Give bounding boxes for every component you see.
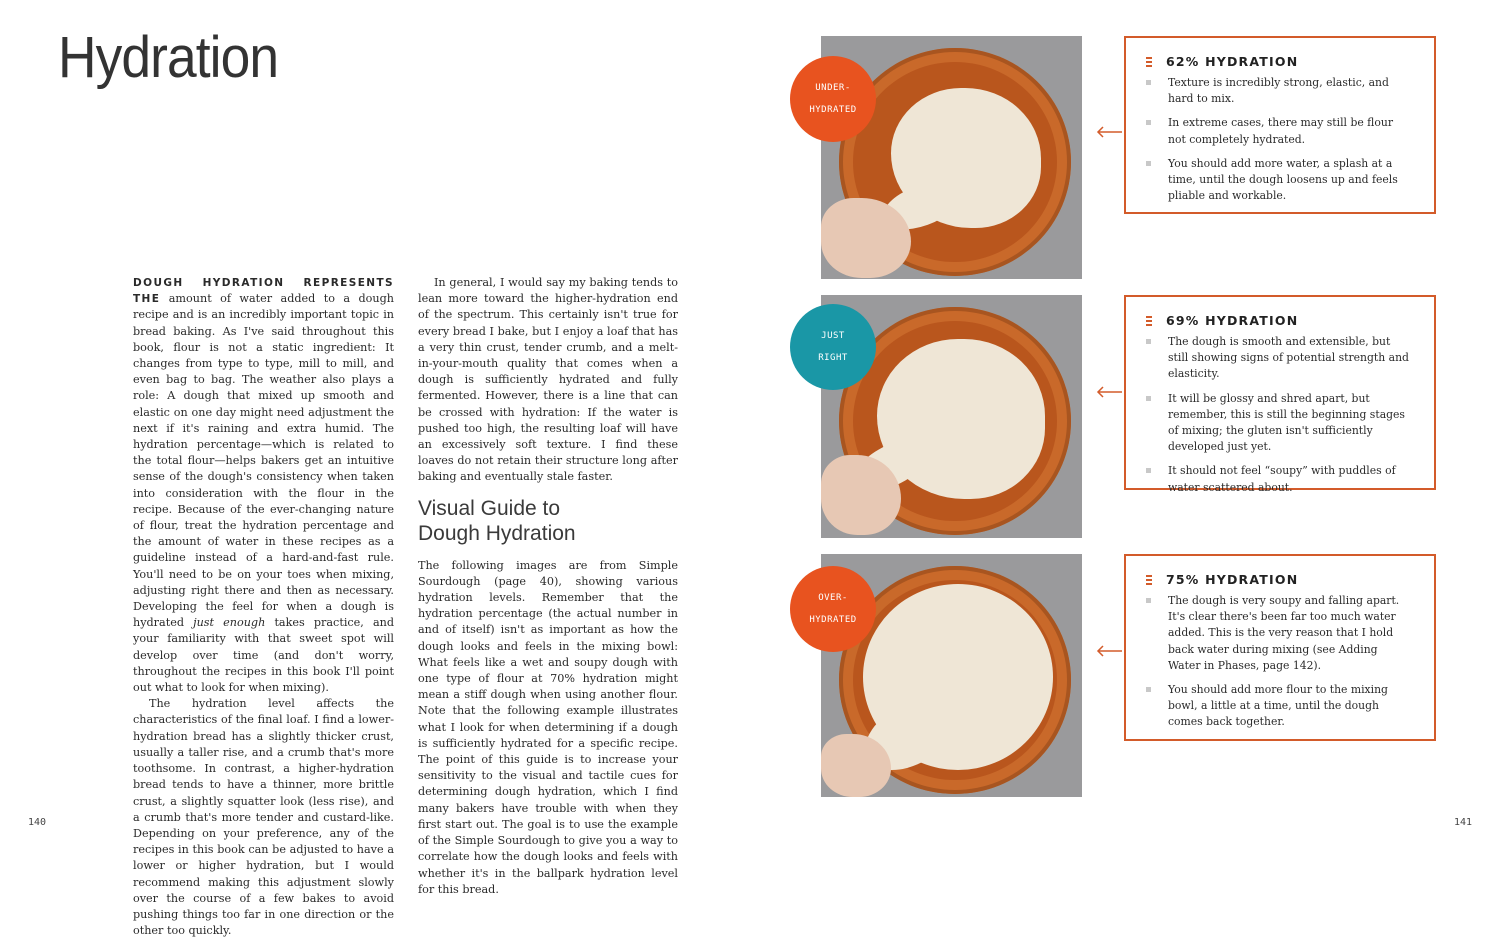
list-icon — [1146, 314, 1152, 328]
list-icon — [1146, 573, 1152, 587]
body-column-2 — [418, 275, 678, 898]
bullet-text: You should add more water, a splash at a time, until the dough loosens up and feels pliable and workable. — [1168, 156, 1398, 203]
hydration-card-62 — [1124, 36, 1436, 214]
card-bullet-list — [1146, 334, 1412, 496]
page-number-right: 141 — [1454, 817, 1473, 828]
list-item — [1146, 75, 1412, 107]
card-heading-text: 69% HYDRATION — [1166, 313, 1299, 328]
badge-label-line: RIGHT — [818, 352, 848, 363]
card-heading-text: 62% HYDRATION — [1166, 54, 1299, 69]
section-heading-line: Dough Hydration — [418, 521, 576, 545]
card-heading-text: 75% HYDRATION — [1166, 572, 1299, 587]
list-icon — [1146, 55, 1152, 69]
section-heading — [418, 496, 678, 546]
paragraph: In general, I would say my baking tends to lean more toward the higher-hydration end of the spectrum. This certainly isn't true for every bread I bake, but I enjoy a loaf that has a very thin crust, tender crumb, and a melt-in-your-mouth quality that comes when a dough is sufficiently hydrated and fully fermented. However, there is a line that can be crossed with hydration: If the water is pushed too high, the resulting loaf will have an excessively soft texture. I find these loaves do not retain their structure long after baking and eventually stale faster. — [418, 276, 678, 484]
badge-just-right — [790, 304, 876, 390]
card-bullet-list — [1146, 593, 1412, 731]
page-title: Hydration — [58, 25, 279, 90]
badge-label-line: OVER- — [818, 592, 848, 603]
list-item — [1146, 156, 1412, 205]
list-item — [1146, 334, 1412, 383]
hydration-card-75 — [1124, 554, 1436, 741]
badge-under-hydrated — [790, 56, 876, 142]
list-item — [1146, 115, 1412, 147]
arrow-left-icon — [1096, 126, 1122, 138]
bullet-text: The dough is smooth and extensible, but still showing signs of potential strength and elasticity. — [1168, 335, 1409, 381]
list-item — [1146, 593, 1412, 674]
card-heading — [1146, 572, 1412, 587]
badge-over-hydrated — [790, 566, 876, 652]
paragraph: The following images are from Simple Sourdough (page 40), showing various hydration levels. Remember that the hydration percentage (the actual number in and of itself) isn't as important as how the dough looks and feels in the mixing bowl: What feels like a wet and soupy dough with one type of flour at 70% hydration might mean a stiff dough when using another flour. Note that the following example illustrates what I look for when determining if a dough is sufficiently hydrated for a specific recipe. The point of this guide is to increase your sensitivity to the visual and tactile cues for determining dough hydration, which I find many bakers have trouble with when they first start out. The goal is to use the example of the Simple Sourdough to give you a way to correlate how the dough looks and feels with whether it's in the ballpark hydration level for this bread. — [418, 558, 678, 896]
paragraph: The hydration level affects the characteristics of the final loaf. I find a lower-hydration bread has a slightly thicker crust, usually a taller rise, and a crumb that's more toothsome. In contrast, a higher-hydration bread tends to have a thinner, more brittle crust, a slightly squatter look (less rise), and a crumb that's more tender and custard-like. Depending on your preference, any of the recipes in this book can be adjusted to have a lower or higher hydration, but I would recommend making this adjustment slowly over the course of a few bakes to avoid pushing things too far in one direction or the other too quickly. — [133, 697, 394, 938]
badge-label-line: UNDER- — [815, 82, 851, 93]
bullet-text: You should add more flour to the mixing bowl, a little at a time, until the dough comes back together. — [1168, 683, 1388, 729]
bullet-text: Texture is incredibly strong, elastic, and hard to mix. — [1168, 76, 1389, 106]
section-heading-line: Visual Guide to — [418, 496, 561, 520]
card-bullet-list — [1146, 75, 1412, 204]
arrow-left-icon — [1096, 386, 1122, 398]
list-item — [1146, 391, 1412, 456]
bullet-text: In extreme cases, there may still be flour not completely hydrated. — [1168, 116, 1393, 146]
body-column-1 — [133, 275, 394, 939]
paragraph-text: amount of water added to a dough recipe and is an incredibly important topic in bread baking. As I've said throughout this book, flour is not a static ingredient: It changes from type to type, mill to mill, and even bag to bag. The weather also plays a role: A dough that mixed up smooth and elastic on one day might need adjustment the next if it's raining and extra humid. The hydration percentage—which is related to the total flour—helps bakers get an intuitive sense of the dough's consistency when taken into consideration with the flour in the recipe. Because of the ever-changing nature of flour, treat the hydration percentage and the amount of water in these recipes as a guideline instead of a hard-and-fast rule. You'll need to be on your toes when mixing, adjusting right there and then as necessary. Developing the feel for when a dough is hydrated — [133, 292, 394, 630]
lead-in: DOUGH HYDRATION REPRESENTS THE — [133, 277, 394, 306]
badge-label-line: HYDRATED — [809, 614, 857, 625]
arrow-left-icon — [1096, 645, 1122, 657]
bullet-text: It should not feel “soupy” with puddles of water scattered about. — [1168, 464, 1396, 494]
intro-paragraph — [133, 275, 394, 696]
list-item — [1146, 682, 1412, 731]
bullet-text: The dough is very soupy and falling apart. It's clear there's been far too much water added. This is the very reason that I hold back water during mixing (see Adding Water in Phases, page 142). — [1168, 594, 1400, 672]
paragraph-text: takes practice, and your familiarity with that sweet spot will develop over time (and don't worry, throughout the recipes in this book I'll point out what to look for when mixing). — [133, 616, 395, 695]
card-heading — [1146, 54, 1412, 69]
emphasis-text: just enough — [193, 616, 266, 630]
bullet-text: It will be glossy and shred apart, but remember, this is still the beginning stages of mixing; the gluten isn't sufficiently developed just yet. — [1168, 391, 1405, 454]
badge-label-line: JUST — [821, 330, 845, 341]
list-item — [1146, 463, 1412, 495]
hydration-card-69 — [1124, 295, 1436, 494]
badge-label-line: HYDRATED — [809, 104, 857, 115]
page-number-left: 140 — [28, 817, 47, 828]
card-heading — [1146, 313, 1412, 328]
